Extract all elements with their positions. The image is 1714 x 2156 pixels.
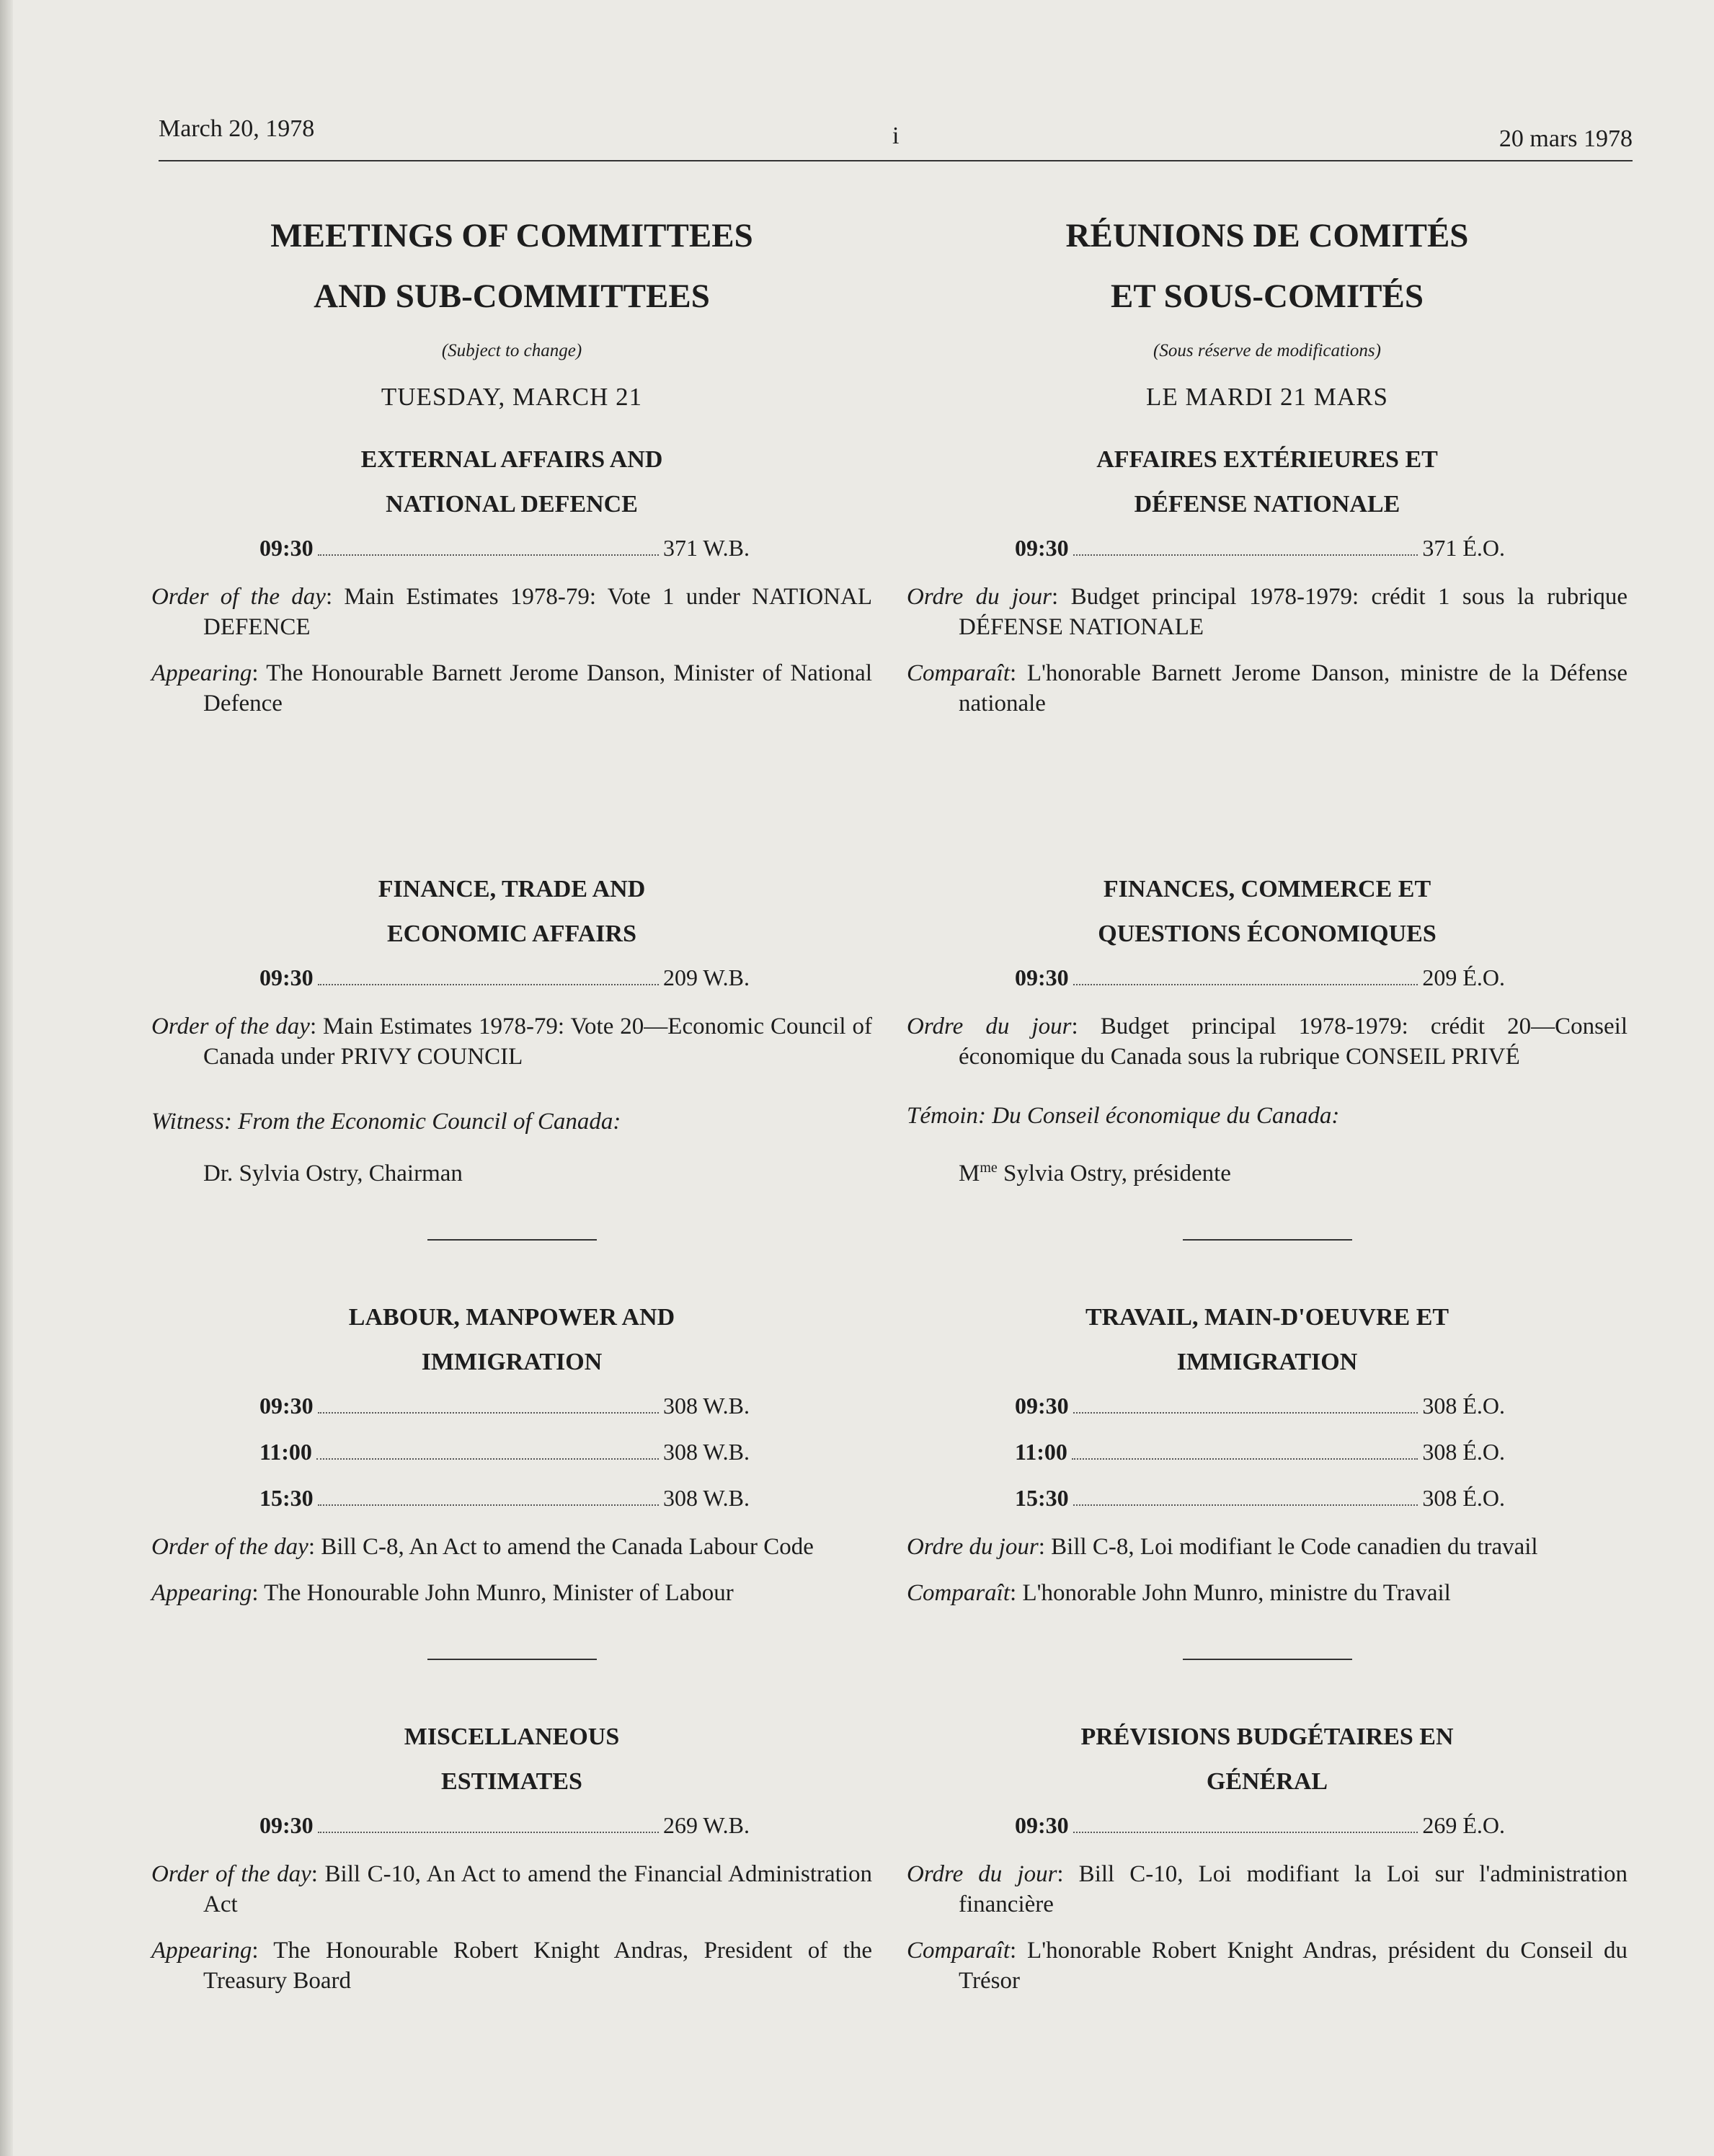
section-divider bbox=[427, 1239, 597, 1241]
appearing bbox=[151, 1578, 872, 1608]
section-title-line-1: PRÉVISIONS BUDGÉTAIRES EN bbox=[1080, 1724, 1454, 1750]
order-of-day bbox=[907, 1859, 1628, 1920]
witness-text: : From the Economic Council of Canada: bbox=[223, 1109, 621, 1135]
section-title-line-2: NATIONAL DEFENCE bbox=[386, 491, 638, 518]
meeting-room: 308 É.O. bbox=[1422, 1439, 1505, 1465]
section-title-line-2: IMMIGRATION bbox=[1176, 1349, 1358, 1375]
committee-section bbox=[907, 1718, 1628, 1996]
meeting-time: 09:30 bbox=[1015, 964, 1069, 990]
order-label: Ordre du jour bbox=[907, 1861, 1057, 1887]
witness-name: Dr. Sylvia Ostry, Chairman bbox=[203, 1161, 463, 1186]
order-text: : Bill C-10, Loi modifiant la Loi sur l'administration financière bbox=[959, 1861, 1628, 1917]
order-text: : Bill C-10, An Act to amend the Financial Administration Act bbox=[203, 1861, 872, 1917]
meeting-room: 308 É.O. bbox=[1422, 1485, 1505, 1511]
order-of-day bbox=[907, 582, 1628, 642]
committee-section bbox=[907, 870, 1628, 1189]
dot-leader bbox=[318, 1486, 659, 1506]
committee-section bbox=[907, 440, 1628, 719]
appearing-text: : The Honourable Robert Knight Andras, President of the Treasury Board bbox=[203, 1938, 872, 1994]
committee-section bbox=[151, 1298, 872, 1608]
page-number: i bbox=[892, 123, 900, 149]
witness-sup: me bbox=[980, 1160, 998, 1176]
time-room-row bbox=[259, 1434, 750, 1470]
order-label: Ordre du jour bbox=[907, 584, 1052, 610]
appearing-text: : L'honorable John Munro, ministre du Travail bbox=[1010, 1580, 1451, 1606]
section-title-line-2: DÉFENSE NATIONALE bbox=[1134, 491, 1400, 518]
time-room-row bbox=[259, 530, 750, 566]
header-date-fr: 20 mars 1978 bbox=[1498, 125, 1633, 152]
section-title-line-2: ESTIMATES bbox=[441, 1768, 582, 1795]
appearing-label: Comparaît bbox=[907, 1580, 1011, 1606]
appearing-label: Comparaît bbox=[907, 1938, 1011, 1964]
appearing-text: : L'honorable Robert Knight Andras, président du Conseil du Trésor bbox=[959, 1938, 1628, 1994]
section-divider bbox=[427, 1659, 597, 1660]
section-title-line-2: ECONOMIC AFFAIRS bbox=[387, 920, 636, 947]
order-label: Ordre du jour bbox=[907, 1013, 1072, 1039]
meeting-time: 11:00 bbox=[1015, 1439, 1067, 1465]
witness bbox=[907, 1101, 1628, 1131]
english-column bbox=[151, 205, 872, 1996]
section-title-line-2: QUESTIONS ÉCONOMIQUES bbox=[1098, 920, 1437, 947]
order-text: : Main Estimates 1978-79: Vote 20—Economic Council of Canada under PRIVY COUNCIL bbox=[203, 1013, 872, 1070]
dot-leader bbox=[1073, 1393, 1418, 1414]
section-divider bbox=[1183, 1659, 1352, 1660]
witness bbox=[151, 1106, 872, 1137]
section-title-line-1: TRAVAIL, MAIN-D'OEUVRE ET bbox=[1085, 1304, 1449, 1331]
time-room-row bbox=[1015, 1434, 1505, 1470]
witness-text: : Du Conseil économique du Canada: bbox=[978, 1103, 1340, 1129]
appearing-label: Appearing bbox=[151, 1938, 252, 1964]
order-text: : Main Estimates 1978-79: Vote 1 under NATIONAL DEFENCE bbox=[203, 584, 872, 640]
section-title-line-1: AFFAIRES EXTÉRIEURES ET bbox=[1096, 446, 1438, 473]
meeting-time: 11:00 bbox=[259, 1439, 312, 1465]
witness-prefix: M bbox=[959, 1161, 980, 1186]
committee-section bbox=[151, 1718, 872, 1996]
dot-leader bbox=[318, 536, 659, 556]
committee-section bbox=[151, 870, 872, 1189]
order-text: : Bill C-8, An Act to amend the Canada Labour Code bbox=[308, 1534, 814, 1560]
page-header bbox=[159, 115, 1633, 161]
appearing bbox=[151, 1935, 872, 1996]
page-binding-edge bbox=[0, 0, 13, 2156]
time-room-row bbox=[1015, 530, 1505, 566]
time-room-row bbox=[259, 1807, 750, 1843]
meeting-time: 09:30 bbox=[259, 535, 314, 561]
appearing bbox=[907, 1578, 1628, 1608]
time-room-row bbox=[1015, 1480, 1505, 1516]
dot-leader bbox=[1073, 965, 1418, 985]
meeting-time: 09:30 bbox=[259, 1393, 314, 1419]
meeting-room: 371 W.B. bbox=[662, 535, 750, 561]
meeting-room: 308 É.O. bbox=[1422, 1393, 1505, 1419]
dot-leader bbox=[318, 1393, 659, 1414]
committee-section bbox=[907, 1298, 1628, 1608]
order-label: Order of the day bbox=[151, 1534, 308, 1560]
header-date-en: March 20, 1978 bbox=[159, 115, 315, 142]
meeting-room: 308 W.B. bbox=[662, 1485, 750, 1511]
section-title-line-1: EXTERNAL AFFAIRS AND bbox=[360, 446, 663, 473]
order-of-day bbox=[151, 1859, 872, 1920]
order-of-day bbox=[151, 582, 872, 642]
meeting-time: 09:30 bbox=[1015, 1812, 1069, 1838]
dot-leader bbox=[1072, 1439, 1418, 1460]
order-of-day bbox=[151, 1532, 872, 1562]
time-room-row bbox=[259, 1388, 750, 1424]
meeting-room: 308 W.B. bbox=[662, 1439, 750, 1465]
order-of-day bbox=[907, 1532, 1628, 1562]
time-room-row bbox=[1015, 959, 1505, 995]
committee-section bbox=[151, 440, 872, 719]
french-column bbox=[907, 205, 1628, 1996]
appearing bbox=[907, 1935, 1628, 1996]
meeting-day: TUESDAY, MARCH 21 bbox=[381, 383, 643, 411]
dot-leader bbox=[1073, 1813, 1418, 1833]
meeting-room: 269 W.B. bbox=[662, 1812, 750, 1838]
meeting-time: 15:30 bbox=[1015, 1485, 1069, 1511]
section-title-line-1: FINANCES, COMMERCE ET bbox=[1103, 876, 1431, 902]
witness-label: Witness bbox=[151, 1109, 224, 1135]
time-room-row bbox=[259, 959, 750, 995]
section-title-line-1: LABOUR, MANPOWER AND bbox=[348, 1304, 675, 1331]
section-title-line-2: IMMIGRATION bbox=[421, 1349, 603, 1375]
witness-label: Témoin bbox=[907, 1103, 978, 1129]
dot-leader bbox=[1073, 1486, 1418, 1506]
main-title-line-2: AND SUB-COMMITTEES bbox=[314, 278, 710, 315]
appearing-text: : The Honourable John Munro, Minister of Labour bbox=[252, 1580, 734, 1606]
meeting-room: 209 W.B. bbox=[662, 964, 750, 990]
order-text: : Budget principal 1978-1979: crédit 1 sous la rubrique DÉFENSE NATIONALE bbox=[959, 584, 1628, 640]
meeting-room: 269 É.O. bbox=[1422, 1812, 1505, 1838]
section-title-line-1: FINANCE, TRADE AND bbox=[378, 876, 646, 902]
witness-name-text: Sylvia Ostry, présidente bbox=[997, 1161, 1231, 1186]
appearing-text: : The Honourable Barnett Jerome Danson, Minister of National Defence bbox=[203, 660, 872, 717]
subject-note: (Sous réserve de modifications) bbox=[1153, 341, 1381, 360]
appearing bbox=[151, 658, 872, 719]
appearing-label: Appearing bbox=[151, 660, 252, 686]
appearing-text: : L'honorable Barnett Jerome Danson, ministre de la Défense nationale bbox=[959, 660, 1628, 717]
order-of-day bbox=[151, 1011, 872, 1072]
appearing bbox=[907, 658, 1628, 719]
meeting-time: 09:30 bbox=[259, 1812, 314, 1838]
order-text: : Bill C-8, Loi modifiant le Code canadien du travail bbox=[1038, 1534, 1538, 1560]
order-of-day bbox=[907, 1011, 1628, 1072]
meeting-time: 09:30 bbox=[1015, 535, 1069, 561]
witness-name bbox=[959, 1153, 1628, 1189]
order-text: : Budget principal 1978-1979: crédit 20—Conseil économique du Canada sous la rubrique CONSEIL PRIVÉ bbox=[959, 1013, 1628, 1070]
meeting-time: 09:30 bbox=[1015, 1393, 1069, 1419]
meeting-room: 308 W.B. bbox=[662, 1393, 750, 1419]
section-title-line-1: MISCELLANEOUS bbox=[404, 1724, 620, 1750]
order-label: Order of the day bbox=[151, 1013, 310, 1039]
main-title-line-1: MEETINGS OF COMMITTEES bbox=[270, 217, 753, 254]
meeting-day: LE MARDI 21 MARS bbox=[1146, 383, 1388, 411]
meeting-time: 09:30 bbox=[259, 964, 314, 990]
time-room-row bbox=[1015, 1388, 1505, 1424]
dot-leader bbox=[1073, 536, 1418, 556]
appearing-label: Appearing bbox=[151, 1580, 252, 1606]
order-label: Order of the day bbox=[151, 1861, 311, 1887]
dot-leader bbox=[318, 965, 659, 985]
time-room-row bbox=[259, 1480, 750, 1516]
order-label: Order of the day bbox=[151, 584, 326, 610]
meeting-room: 371 É.O. bbox=[1422, 535, 1505, 561]
meeting-room: 209 É.O. bbox=[1422, 964, 1505, 990]
section-divider bbox=[1183, 1239, 1352, 1241]
time-room-row bbox=[1015, 1807, 1505, 1843]
meeting-time: 15:30 bbox=[259, 1485, 314, 1511]
order-label: Ordre du jour bbox=[907, 1534, 1039, 1560]
main-title-line-2: ET SOUS-COMITÉS bbox=[1110, 278, 1424, 315]
appearing-label: Comparaît bbox=[907, 660, 1011, 686]
dot-leader bbox=[316, 1439, 659, 1460]
dot-leader bbox=[318, 1813, 659, 1833]
subject-note: (Subject to change) bbox=[441, 341, 582, 360]
section-title-line-2: GÉNÉRAL bbox=[1206, 1768, 1328, 1795]
main-title-line-1: RÉUNIONS DE COMITÉS bbox=[1065, 217, 1469, 254]
